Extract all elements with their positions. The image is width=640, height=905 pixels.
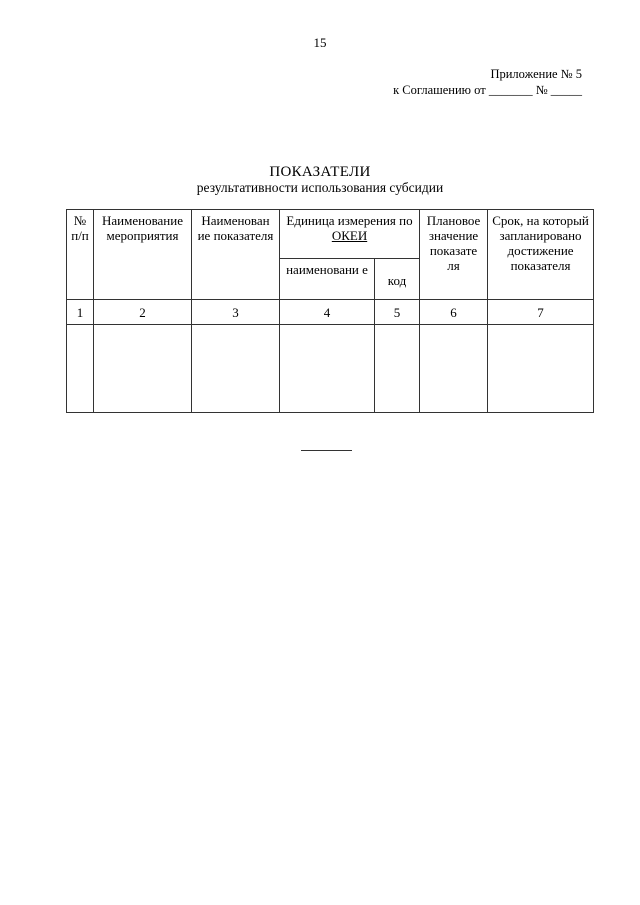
column-number: 4 [280,300,375,325]
header-planned-value: Плановое значение показате ля [420,210,488,300]
table-row [67,325,594,413]
column-number: 5 [375,300,420,325]
table-cell [94,325,192,413]
column-number: 3 [192,300,280,325]
header-unit-group-okei: ОКЕИ [331,228,368,243]
header-unit-group-prefix: Единица измерения по [286,213,413,228]
agreement-reference: к Соглашению от _______ № _____ [393,83,582,97]
column-number: 6 [420,300,488,325]
end-divider [301,450,352,451]
table-cell [420,325,488,413]
header-num: № п/п [67,210,94,300]
table-cell [67,325,94,413]
appendix-reference [393,66,582,98]
header-unit-group [280,210,420,259]
header-unit-code: код [375,259,420,300]
appendix-number: Приложение № 5 [490,67,582,81]
column-number: 7 [488,300,594,325]
document-title: ПОКАЗАТЕЛИ [269,164,371,180]
page-number: 15 [313,35,327,50]
header-unit-name: наименовани е [280,259,375,300]
header-event-name: Наименование мероприятия [94,210,192,300]
table-cell [280,325,375,413]
column-number: 1 [67,300,94,325]
table-cell [375,325,420,413]
column-number: 2 [94,300,192,325]
header-indicator-name: Наименован ие показателя [192,210,280,300]
document-subtitle: результативности использования субсидии [196,180,444,195]
header-deadline: Срок, на который запланировано достижение показателя [488,210,594,300]
column-numbers-row [67,300,594,325]
table-cell [192,325,280,413]
table-cell [488,325,594,413]
indicators-table [66,209,594,413]
